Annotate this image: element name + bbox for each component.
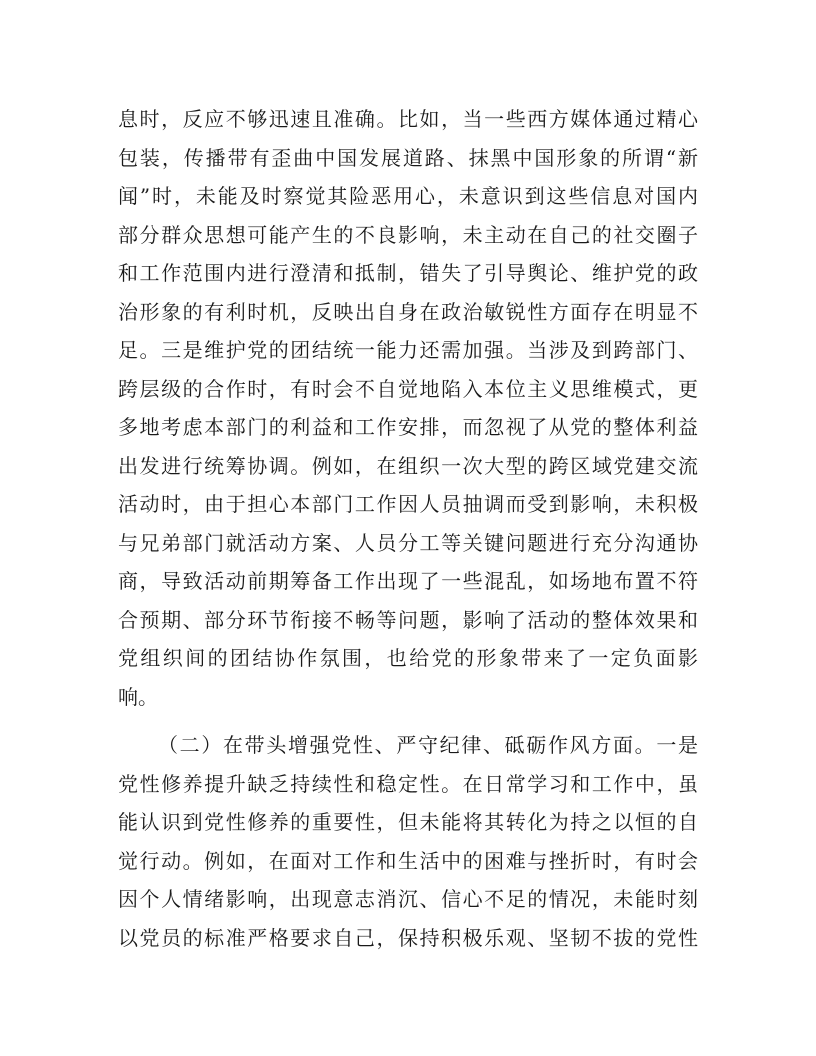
text-line: 党组织间的团结协作氛围，也给党的形象带来了一定负面影: [118, 646, 698, 670]
text-line: 出发进行统筹协调。例如，在组织一次大型的跨区域党建交流: [118, 453, 698, 478]
text-line: 息时，反应不够迅速且准确。比如，当一些西方媒体通过精心: [118, 107, 698, 131]
text-line: 与兄弟部门就活动方案、人员分工等关键问题进行充分沟通协: [118, 530, 698, 555]
text-line: （二）在带头增强党性、严守纪律、砥砺作风方面。一是: [158, 733, 698, 757]
text-line: 部分群众思想可能产生的不良影响，未主动在自己的社交圈子: [118, 222, 698, 247]
text-line: 党性修养提升缺乏持续性和稳定性。在日常学习和工作中，虽: [118, 771, 698, 796]
text-line: 闻”时，未能及时察觉其险恶用心，未意识到这些信息对国内: [118, 184, 698, 208]
text-line: 商，导致活动前期筹备工作出现了一些混乱，如场地布置不符: [118, 569, 698, 593]
text-line: 跨层级的合作时，有时会不自觉地陷入本位主义思维模式，更: [118, 376, 698, 401]
document-body: [118, 100, 698, 957]
text-line: 活动时，由于担心本部门工作因人员抽调而受到影响，未积极: [118, 492, 698, 516]
text-line: 能认识到党性修养的重要性，但未能将其转化为持之以恒的自: [118, 810, 698, 834]
paragraph-1: [118, 100, 698, 716]
text-line: 足。三是维护党的团结统一能力还需加强。当涉及到跨部门、: [118, 338, 698, 362]
text-line: 合预期、部分环节衔接不畅等问题，影响了活动的整体效果和: [118, 607, 698, 632]
text-line: 响。: [118, 684, 158, 709]
text-line: 多地考虑本部门的利益和工作安排，而忽视了从党的整体利益: [118, 415, 698, 439]
text-line: 和工作范围内进行澄清和抵制，错失了引导舆论、维护党的政: [118, 261, 698, 285]
text-line: 因个人情绪影响，出现意志消沉、信心不足的情况，未能时刻: [118, 887, 698, 911]
paragraph-gap: [118, 716, 698, 726]
text-line: 治形象的有利时机，反映出自身在政治敏锐性方面存在明显不: [118, 299, 698, 324]
text-line: 包装，传播带有歪曲中国发展道路、抹黑中国形象的所谓“新: [118, 145, 698, 170]
text-line: 以党员的标准严格要求自己，保持积极乐观、坚韧不拔的党性: [118, 925, 698, 950]
text-line: 觉行动。例如，在面对工作和生活中的困难与挫折时，有时会: [118, 848, 698, 873]
paragraph-2: [118, 726, 698, 957]
